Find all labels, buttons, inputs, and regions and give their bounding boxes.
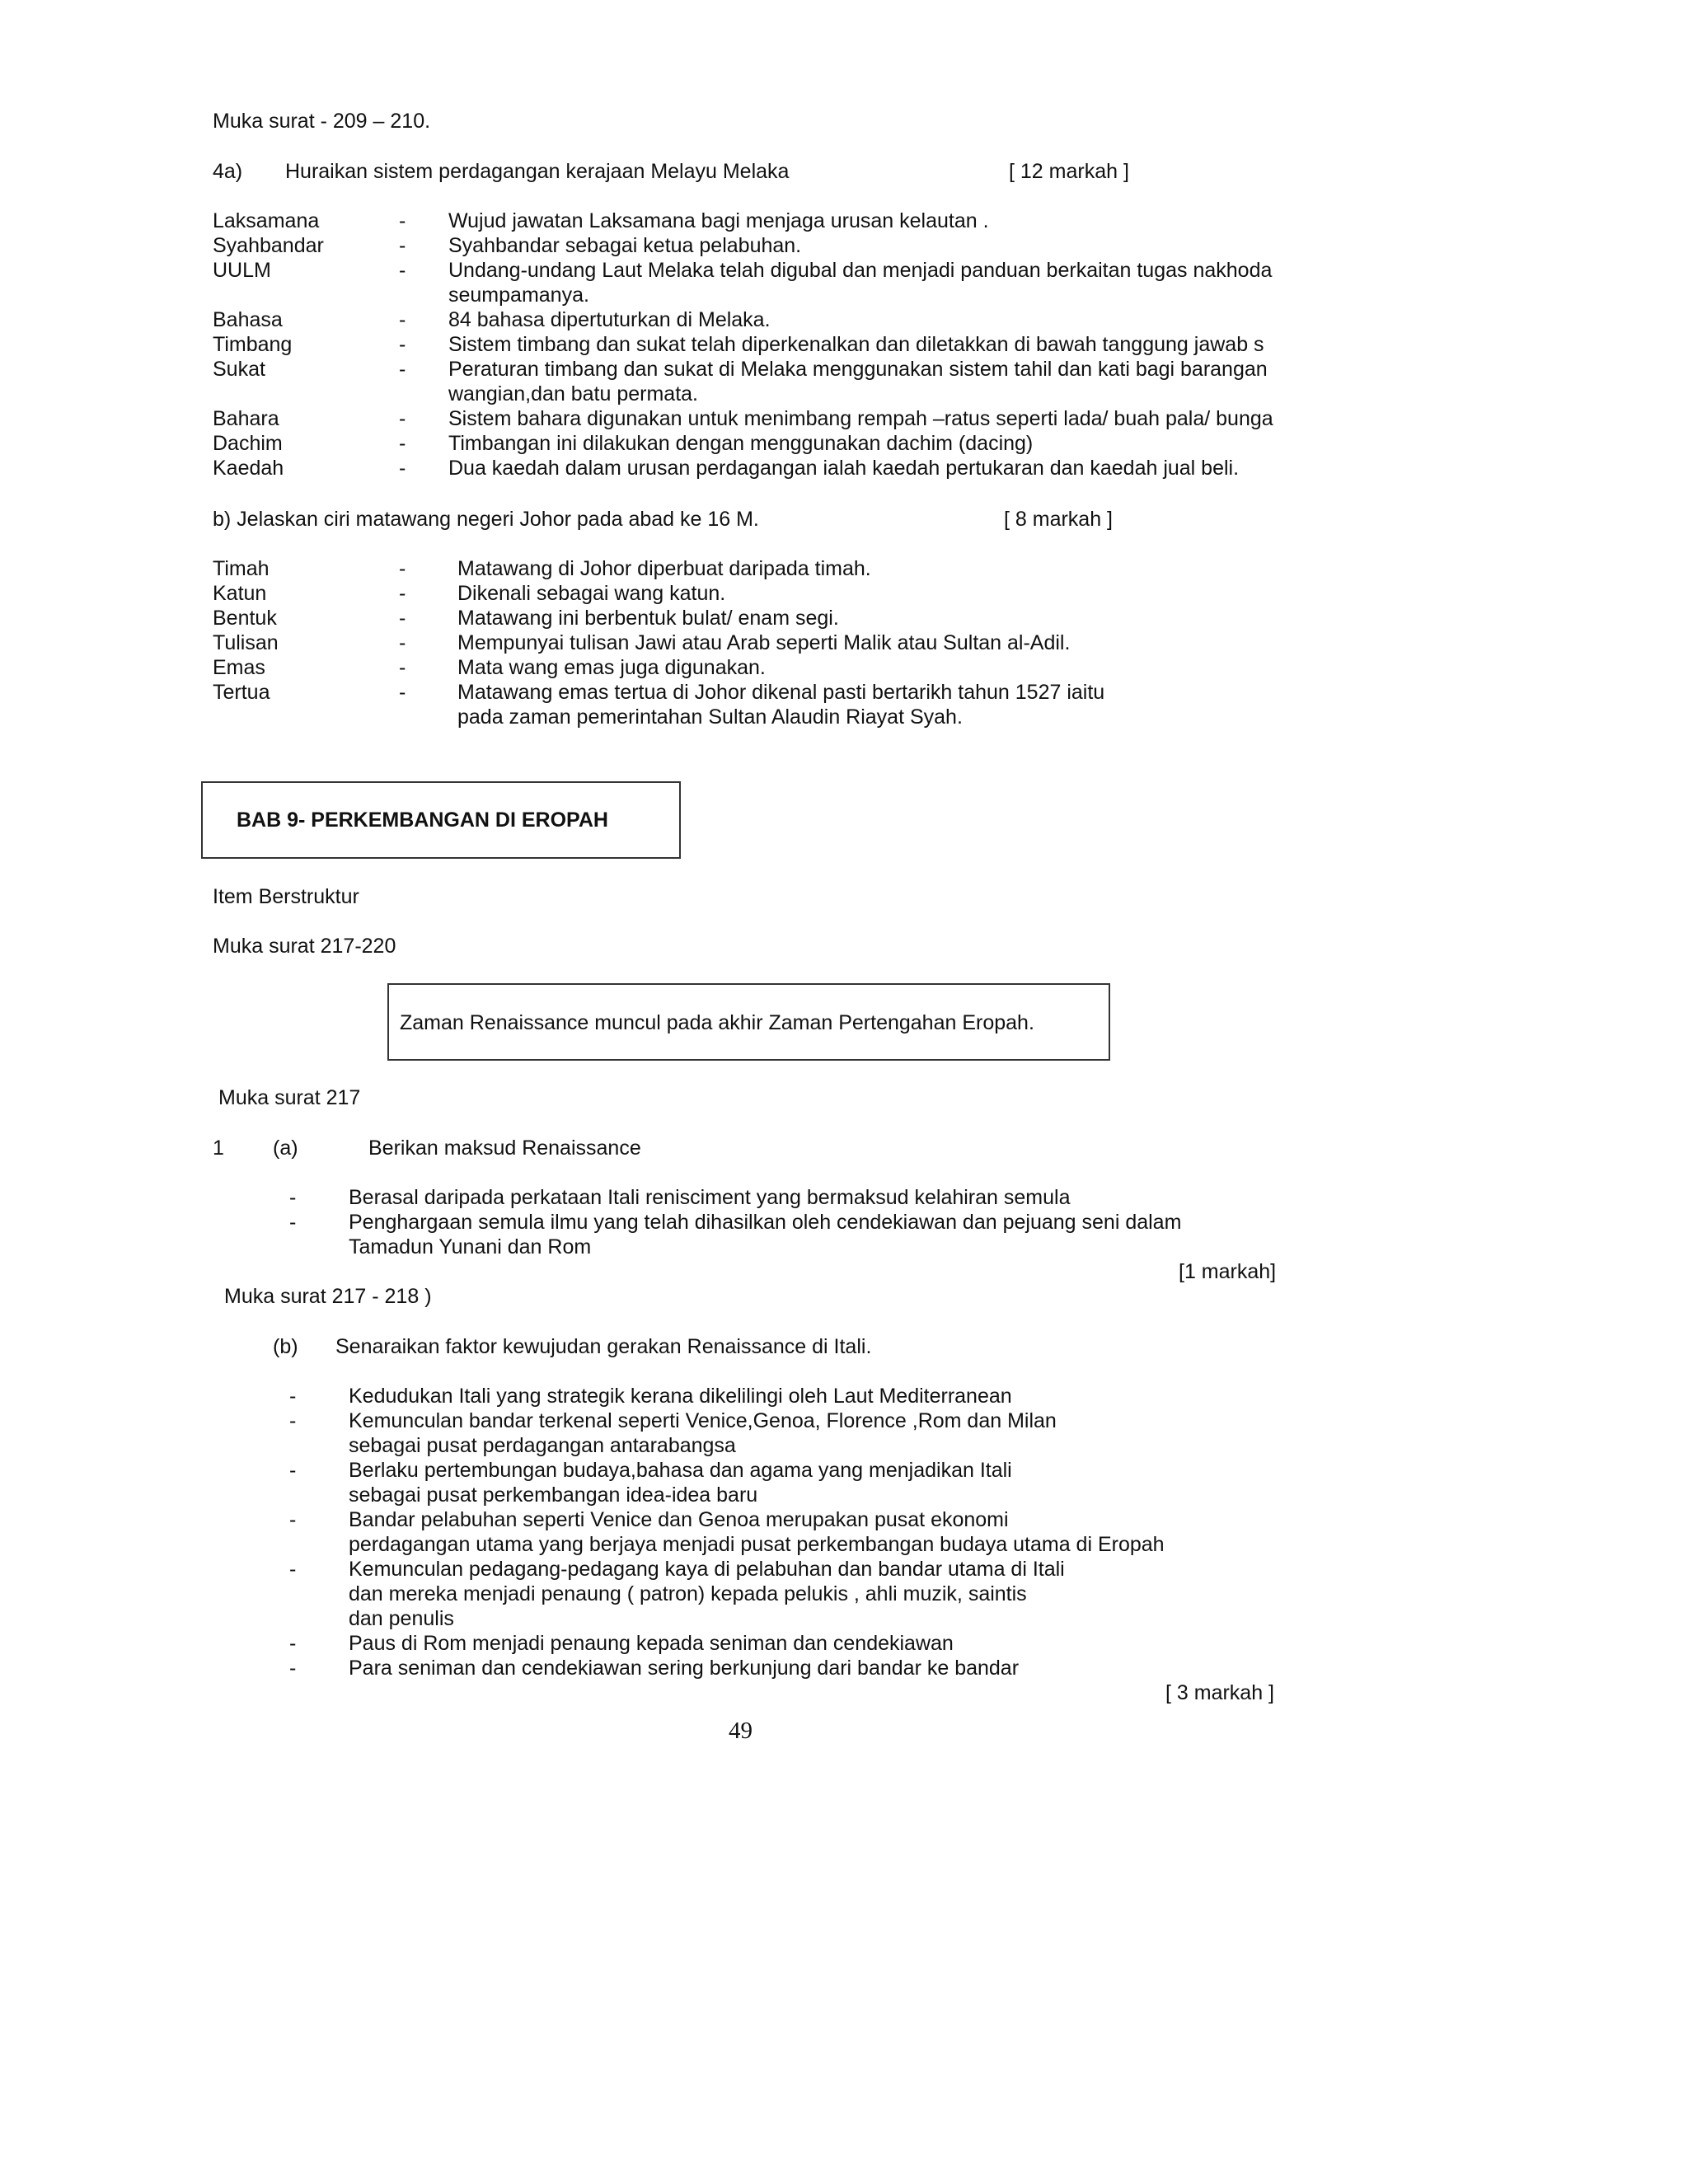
answer-desc: Timbangan ini dilakukan dengan menggunakan dachim (dacing) bbox=[448, 432, 1034, 455]
answer-term: Bentuk bbox=[213, 607, 277, 630]
answer-dash: - bbox=[289, 1459, 297, 1482]
answer-desc: Dua kaedah dalam urusan perdagangan ialah kaedah pertukaran dan kaedah jual beli. bbox=[448, 457, 1240, 480]
answer-term: Tertua bbox=[213, 681, 270, 704]
question-4b-text: b) Jelaskan ciri matawang negeri Johor pada abad ke 16 M. bbox=[213, 508, 759, 531]
answer-desc: Kemunculan pedagang-pedagang kaya di pelabuhan dan bandar utama di Itali bbox=[349, 1558, 1065, 1581]
answer-term: Laksamana bbox=[213, 209, 320, 232]
answer-dash: - bbox=[289, 1385, 297, 1408]
answer-dash: - bbox=[399, 209, 406, 232]
answer-desc: 84 bahasa dipertuturkan di Melaka. bbox=[448, 308, 771, 331]
answer-dash: - bbox=[289, 1211, 297, 1234]
answer-desc: dan penulis bbox=[349, 1607, 454, 1630]
answer-desc: Penghargaan semula ilmu yang telah dihasilkan oleh cendekiawan dan pejuang seni dalam bbox=[349, 1211, 1182, 1234]
answer-term: Kaedah bbox=[213, 457, 284, 480]
answer-dash: - bbox=[289, 1558, 297, 1581]
answer-desc: Mempunyai tulisan Jawi atau Arab seperti Malik atau Sultan al-Adil. bbox=[457, 631, 1071, 654]
answer-desc: Mata wang emas juga digunakan. bbox=[457, 656, 766, 679]
answer-desc: Matawang ini berbentuk bulat/ enam segi. bbox=[457, 607, 839, 630]
answer-desc: Matawang di Johor diperbuat daripada timah. bbox=[457, 557, 871, 580]
answer-desc: Sistem timbang dan sukat telah diperkenalkan dan diletakkan di bawah tanggung jawab s bbox=[448, 333, 1264, 356]
page-number: 49 bbox=[729, 1718, 753, 1744]
answer-term: Katun bbox=[213, 582, 267, 605]
answer-term: Bahara bbox=[213, 407, 279, 430]
answer-desc: Undang-undang Laut Melaka telah digubal dan menjadi panduan berkaitan tugas nakhoda bbox=[448, 259, 1273, 282]
answer-dash: - bbox=[289, 1657, 297, 1680]
answer-dash: - bbox=[399, 407, 406, 430]
answer-desc: perdagangan utama yang berjaya menjadi pusat perkembangan budaya utama di Eropah bbox=[349, 1533, 1165, 1556]
question-4a-text: Huraikan sistem perdagangan kerajaan Melayu Melaka bbox=[285, 160, 790, 183]
answer-dash: - bbox=[289, 1186, 297, 1209]
answer-desc: Berlaku pertembungan budaya,bahasa dan agama yang menjadikan Itali bbox=[349, 1459, 1012, 1482]
answer-dash: - bbox=[399, 432, 406, 455]
question-4a-label: 4a) bbox=[213, 160, 243, 183]
answer-desc: Para seniman dan cendekiawan sering berkunjung dari bandar ke bandar bbox=[349, 1657, 1020, 1680]
answer-term: Timbang bbox=[213, 333, 293, 356]
chapter-title: BAB 9- PERKEMBANGAN DI EROPAH bbox=[237, 808, 608, 832]
page-ref-217-218: Muka surat 217 - 218 ) bbox=[224, 1285, 432, 1308]
intro-text: Zaman Renaissance muncul pada akhir Zaman Pertengahan Eropah. bbox=[400, 1011, 1034, 1034]
question-1b-marks: [ 3 markah ] bbox=[1165, 1681, 1274, 1704]
answer-desc: sebagai pusat perkembangan idea-idea baru bbox=[349, 1483, 758, 1507]
answer-term: UULM bbox=[213, 259, 271, 282]
answer-dash: - bbox=[289, 1508, 297, 1531]
answer-desc: wangian,dan batu permata. bbox=[448, 382, 698, 405]
answer-dash: - bbox=[399, 259, 406, 282]
answer-desc: Syahbandar sebagai ketua pelabuhan. bbox=[448, 234, 802, 257]
answer-desc: Matawang emas tertua di Johor dikenal pasti bertarikh tahun 1527 iaitu bbox=[457, 681, 1105, 704]
answer-term: Tulisan bbox=[213, 631, 279, 654]
answer-desc: Peraturan timbang dan sukat di Melaka menggunakan sistem tahil dan kati bagi barangan bbox=[448, 358, 1268, 381]
item-type-label: Item Berstruktur bbox=[213, 885, 359, 908]
answer-desc: dan mereka menjadi penaung ( patron) kepada pelukis , ahli muzik, saintis bbox=[349, 1582, 1027, 1605]
question-4b-marks: [ 8 markah ] bbox=[1004, 508, 1113, 531]
answer-dash: - bbox=[399, 557, 406, 580]
answer-dash: - bbox=[399, 234, 406, 257]
answer-term: Timah bbox=[213, 557, 270, 580]
answer-desc: Bandar pelabuhan seperti Venice dan Genoa merupakan pusat ekonomi bbox=[349, 1508, 1009, 1531]
question-1-number: 1 bbox=[213, 1137, 224, 1160]
question-4a-marks: [ 12 markah ] bbox=[1009, 160, 1129, 183]
answer-term: Bahasa bbox=[213, 308, 283, 331]
answer-dash: - bbox=[399, 656, 406, 679]
answer-desc: Kedudukan Itali yang strategik kerana dikelilingi oleh Laut Mediterranean bbox=[349, 1385, 1012, 1408]
answer-term: Dachim bbox=[213, 432, 283, 455]
answer-desc: Sistem bahara digunakan untuk menimbang rempah –ratus seperti lada/ buah pala/ bunga bbox=[448, 407, 1273, 430]
question-1a-text: Berikan maksud Renaissance bbox=[368, 1137, 641, 1160]
answer-desc: Kemunculan bandar terkenal seperti Venice,Genoa, Florence ,Rom dan Milan bbox=[349, 1409, 1057, 1432]
page-ref-209-210: Muka surat - 209 – 210. bbox=[213, 110, 431, 133]
answer-dash: - bbox=[399, 358, 406, 381]
page-ref-217-220: Muka surat 217-220 bbox=[213, 935, 396, 958]
answer-desc: Dikenali sebagai wang katun. bbox=[457, 582, 726, 605]
question-1a-marks: [1 markah] bbox=[1179, 1260, 1277, 1283]
answer-term: Syahbandar bbox=[213, 234, 324, 257]
answer-dash: - bbox=[399, 457, 406, 480]
question-1b-label: (b) bbox=[273, 1335, 298, 1358]
answer-desc: Wujud jawatan Laksamana bagi menjaga urusan kelautan . bbox=[448, 209, 989, 232]
page-ref-217: Muka surat 217 bbox=[218, 1086, 361, 1109]
answer-desc: Paus di Rom menjadi penaung kepada seniman dan cendekiawan bbox=[349, 1632, 954, 1655]
answer-desc: Berasal daripada perkataan Itali renisciment yang bermaksud kelahiran semula bbox=[349, 1186, 1071, 1209]
question-1a-label: (a) bbox=[273, 1137, 298, 1160]
answer-desc: pada zaman pemerintahan Sultan Alaudin Riayat Syah. bbox=[457, 705, 963, 729]
answer-term: Emas bbox=[213, 656, 265, 679]
answer-dash: - bbox=[289, 1632, 297, 1655]
answer-desc: sebagai pusat perdagangan antarabangsa bbox=[349, 1434, 736, 1457]
answer-desc: seumpamanya. bbox=[448, 284, 589, 307]
answer-desc: Tamadun Yunani dan Rom bbox=[349, 1235, 592, 1258]
answer-dash: - bbox=[399, 582, 406, 605]
answer-dash: - bbox=[399, 631, 406, 654]
answer-dash: - bbox=[399, 607, 406, 630]
answer-dash: - bbox=[399, 681, 406, 704]
answer-dash: - bbox=[399, 308, 406, 331]
answer-dash: - bbox=[289, 1409, 297, 1432]
question-1b-text: Senaraikan faktor kewujudan gerakan Renaissance di Itali. bbox=[335, 1335, 872, 1358]
answer-term: Sukat bbox=[213, 358, 265, 381]
answer-dash: - bbox=[399, 333, 406, 356]
